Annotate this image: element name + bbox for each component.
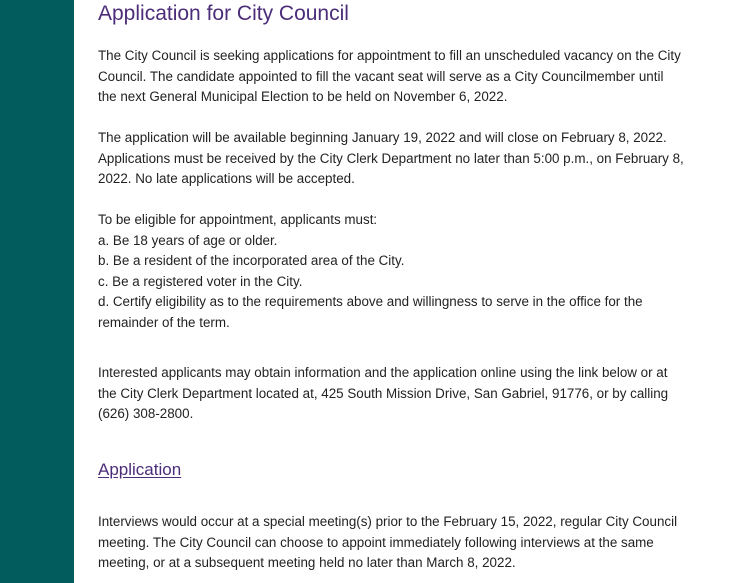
intro-line: the next General Municipal Election to be held on November 6, 2022. (98, 89, 508, 105)
left-sidebar (0, 0, 74, 583)
intro-line: The City Council is seeking applications for appointment to fill an unscheduled vacancy on the City (98, 48, 681, 63)
interview-line: meeting. The City Council can choose to appoint immediately following interviews at the same (98, 534, 654, 550)
eligibility-continuation: remainder of the term. (98, 314, 230, 330)
application-link[interactable]: Application (98, 460, 182, 479)
eligibility-item: d. Certify eligibility as to the requirements above and willingness to serve in the office for the (98, 294, 643, 310)
eligibility-item: c. Be a registered voter in the City. (98, 273, 303, 289)
contact-paragraph (98, 363, 718, 425)
eligibility-item: a. Be 18 years of age or older. (98, 232, 278, 248)
contact-line: Interested applicants may obtain information and the application online using the link below or at (98, 365, 668, 380)
availability-line: 2022. No late applications will be accepted. (98, 171, 355, 187)
page-title: Application for City Council (98, 2, 349, 25)
contact-line: the City Clerk Department located at, 425 South Mission Drive, San Gabriel, 91776, or by calling (98, 385, 669, 401)
interview-paragraph (98, 512, 718, 574)
interview-line: meeting, or at a subsequent meeting held no later than March 8, 2022. (98, 555, 516, 571)
availability-line: The application will be available beginning January 19, 2022 and will close on February 8, 2022. (98, 130, 667, 145)
eligibility-item: b. Be a resident of the incorporated area of the City. (98, 253, 405, 269)
availability-paragraph (98, 128, 718, 190)
eligibility-paragraph (98, 210, 718, 334)
eligibility-intro: To be eligible for appointment, applicants must: (98, 212, 378, 227)
intro-paragraph (98, 46, 718, 108)
availability-line: Applications must be received by the City Clerk Department no later than 5:00 p.m., on February 8, (98, 150, 684, 166)
interview-line: Interviews would occur at a special meeting(s) prior to the February 15, 2022, regular City Council (98, 514, 678, 529)
contact-line: (626) 308-2800. (98, 406, 194, 422)
intro-line: Council. The candidate appointed to fill the vacant seat will serve as a City Councilmember until (98, 68, 664, 84)
